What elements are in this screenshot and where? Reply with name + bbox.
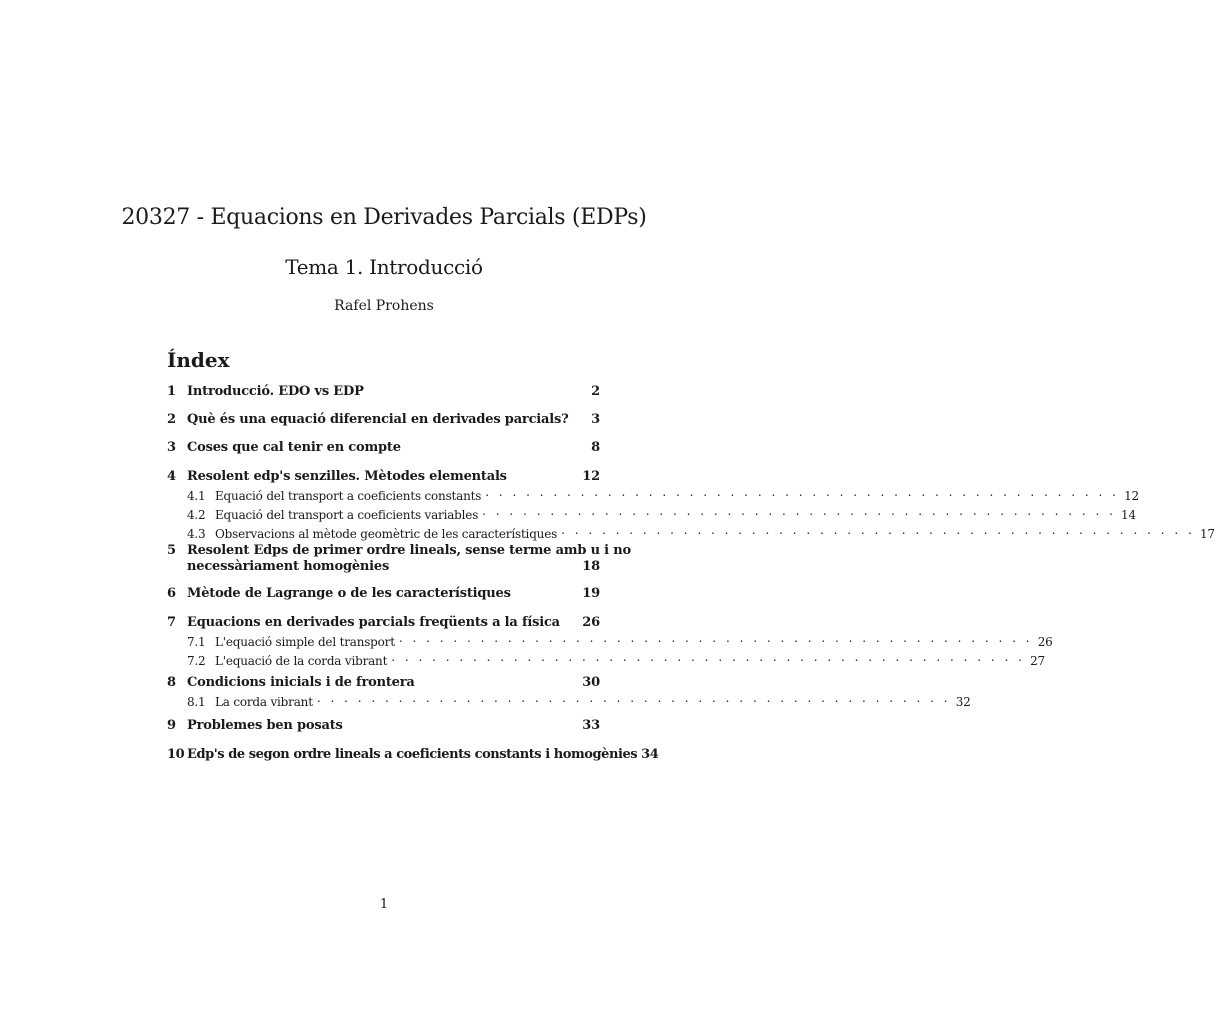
toc-section-page: 2: [591, 384, 600, 399]
toc-subsection-number: 4.2: [187, 508, 206, 522]
toc-section-title-line2: necessàriament homogènies: [187, 559, 390, 574]
toc-section-number: 1: [167, 384, 176, 399]
toc-leader-dots: [482, 504, 1116, 519]
toc-entry-5: [167, 543, 631, 575]
toc-section-title: Introducció. EDO vs EDP: [187, 384, 364, 399]
toc-section-title: Mètode de Lagrange o de les característiques: [187, 586, 511, 601]
toc-entry-7: [167, 615, 1053, 669]
toc-section: [167, 718, 600, 734]
toc-section: [167, 469, 600, 485]
toc-entry-8: [167, 675, 971, 710]
toc-section-number: 10: [167, 747, 185, 762]
toc-section-title: Què és una equació diferencial en derivades parcials?: [187, 412, 569, 427]
document-subtitle: Tema 1. Introducció: [285, 255, 483, 279]
toc-entry-3: [167, 440, 600, 456]
toc-section-continued: [167, 559, 600, 575]
toc-entry-9: [167, 718, 600, 734]
toc-subsection-number: 7.2: [187, 654, 206, 668]
toc-entry-2: [167, 412, 600, 428]
toc-section-page: 3: [591, 412, 600, 427]
toc-section-number: 8: [167, 675, 176, 690]
toc-section-page: 33: [582, 718, 600, 733]
toc-section: [167, 440, 600, 456]
toc-section-title: Condicions inicials i de frontera: [187, 675, 415, 690]
toc-section-title-line1: Resolent Edps de primer ordre lineals, sense terme amb u i no: [187, 543, 631, 558]
toc-subsection-title: Equació del transport a coeficients constants: [215, 489, 482, 503]
toc-section-title: Equacions en derivades parcials freqüents a la física: [187, 615, 560, 630]
toc-leader-dots: [561, 523, 1195, 538]
toc-subsection: [167, 523, 1215, 542]
document-title: 20327 - Equacions en Derivades Parcials (EDPs): [121, 205, 647, 230]
toc-section-page: 34: [641, 747, 659, 762]
toc-section-title: Resolent edp's senzilles. Mètodes elementals: [187, 469, 507, 484]
toc-section: [167, 747, 659, 763]
toc-subsection-title: Equació del transport a coeficients variables: [215, 508, 479, 522]
toc-subsection-title: Observacions al mètode geomètric de les característiques: [215, 527, 558, 541]
toc-section-page: 8: [591, 440, 600, 455]
toc-subsection-number: 7.1: [187, 635, 206, 649]
toc-section-number: 7: [167, 615, 176, 630]
toc-subsection-title: La corda vibrant: [215, 695, 313, 709]
toc-section-number: 4: [167, 469, 176, 484]
toc-entry-1: [167, 384, 600, 400]
toc-subsection-number: 4.3: [187, 527, 206, 541]
toc-section: [167, 543, 631, 559]
toc-section-page: 18: [582, 559, 600, 574]
toc-section-number: 5: [167, 543, 176, 558]
toc-section-page: 26: [582, 615, 600, 630]
toc-subsection-page: 26: [1037, 635, 1053, 649]
toc-subsection-page: 12: [1124, 489, 1139, 503]
toc-subsection-number: 8.1: [187, 695, 206, 709]
toc-section-number: 2: [167, 412, 176, 427]
toc-subsection-page: 14: [1121, 508, 1136, 522]
toc-subsection: [167, 631, 1053, 650]
toc-entry-6: [167, 586, 600, 602]
toc-section-page: 30: [582, 675, 600, 690]
toc-section: [167, 675, 600, 691]
toc-leader-dots: [391, 650, 1025, 665]
toc-section-number: 3: [167, 440, 176, 455]
toc-section-number: 9: [167, 718, 176, 733]
toc-section: [167, 412, 600, 428]
toc-entry-10: [167, 747, 659, 763]
toc-subsection-title: L'equació simple del transport: [215, 635, 395, 649]
toc-section-title: Edp's de segon ordre lineals a coeficients constants i homogènies: [187, 747, 638, 762]
toc-leader-dots: [399, 631, 1033, 646]
page-number: 1: [379, 897, 389, 912]
toc-subsection: [167, 485, 1139, 504]
toc-leader-dots: [317, 691, 951, 706]
toc-subsection-page: 32: [955, 695, 971, 709]
toc-subsection: [167, 504, 1136, 523]
toc-section-title: Coses que cal tenir en compte: [187, 440, 401, 455]
toc-subsection: [167, 650, 1045, 669]
toc-subsection: [167, 691, 971, 710]
document-author: Rafel Prohens: [334, 298, 434, 314]
toc-subsection-page: 27: [1030, 654, 1045, 668]
toc-entry-4: [167, 469, 1215, 542]
toc-section-number: 6: [167, 586, 176, 601]
index-heading: Índex: [167, 348, 230, 372]
toc-section: [167, 384, 600, 400]
toc-subsection-number: 4.1: [187, 489, 206, 503]
toc-section: [167, 615, 600, 631]
toc-subsection-title: L'equació de la corda vibrant: [215, 654, 388, 668]
toc-section-page: 12: [582, 469, 600, 484]
toc-section: [167, 586, 600, 602]
toc-subsection-page: 17: [1199, 527, 1215, 541]
toc-section-page: 19: [582, 586, 600, 601]
toc-section-title: Problemes ben posats: [187, 718, 343, 733]
toc-leader-dots: [485, 485, 1119, 500]
